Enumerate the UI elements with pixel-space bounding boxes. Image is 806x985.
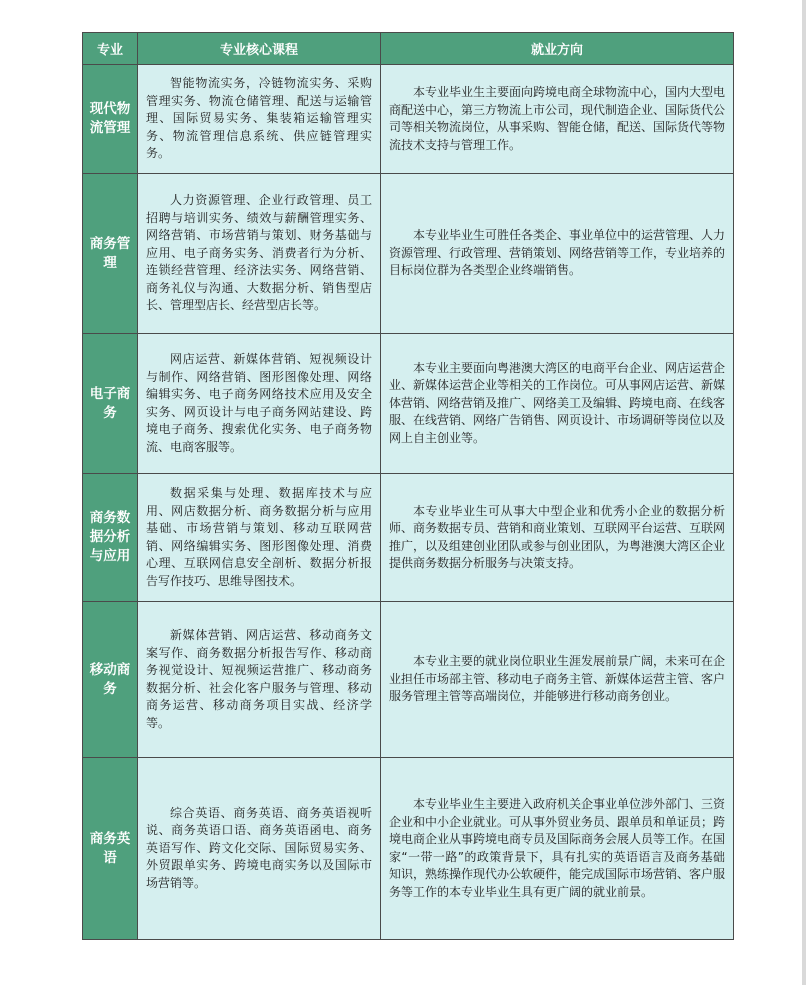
courses-text: 新媒体营销、网店运营、移动商务文案写作、商务数据分析报告写作、移动商务视觉设计、短视频运营推广、移动商务数据分析、社会化客户服务与管理、移动商务运营、移动商务项目实战、经济学等。: [146, 628, 372, 730]
major-name-cell: [83, 758, 138, 940]
courses-cell: [138, 602, 381, 758]
courses-text: 数据采集与处理、数据库技术与应用、网店数据分析、商务数据分析与应用基础、市场营销与策划、移动互联网营销、网络编辑实务、图形图像处理、消费心理、互联网信息安全剖析、数据分析报告写作技巧、思维导图技术。: [146, 486, 372, 588]
careers-text: 本专业毕业生主要面向跨境电商全球物流中心，国内大型电商配送中心，第三方物流上市公司，现代制造企业、国际货代公司等相关物流岗位，从事采购、智能仓储，配送、国际货代等物流技术支持与管理工作。: [389, 85, 726, 152]
careers-text: 本专业毕业生可从事大中型企业和优秀小企业的数据分析师、商务数据专员、营销和商业策划、互联网平台运营、互联网推广，以及组建创业团队或参与创业团队，为粤港澳大湾区企业提供商务数据分析服务与决策支持。: [389, 503, 726, 570]
table-row: [83, 474, 734, 602]
courses-text: 人力资源管理、企业行政管理、员工招聘与培训实务、绩效与薪酬管理实务、网络营销、市场营销与策划、财务基础与应用、电子商务实务、消费者行为分析、连锁经营管理、经济法实务、网络营销、商务礼仪与沟通、大数据分析、销售型店长、管理型店长、经营型店长等。: [146, 193, 372, 313]
courses-text: 智能物流实务，冷链物流实务、采购管理实务、物流仓储管理、配送与运输管理、国际贸易实务、集装箱运输管理实务、物流管理信息系统、供应链管理实务。: [146, 76, 372, 161]
courses-text: 网店运营、新媒体营销、短视频设计与制作、网络营销、图形图像处理、网络编辑实务、电子商务网络技术应用及安全实务、网页设计与电子商务网站建设、跨境电子商务、搜索优化实务、电子商务物流、电商客服等。: [146, 352, 372, 454]
header-courses: 专业核心课程: [138, 33, 381, 65]
careers-text: 本专业主要面向粤港澳大湾区的电商平台企业、网店运营企业、新媒体运营企业等相关的工作岗位。可从事网店运营、新媒体营销、网络营销及推广、网络美工及编辑、跨境电商、在线客服、在线营销、网络广告销售、网页设计、市场调研等岗位以及网上自主创业等。: [389, 360, 726, 445]
table-row: [83, 174, 734, 334]
major-name-cell: [83, 174, 138, 334]
majors-table: [82, 32, 734, 940]
major-name: 商务英语: [89, 830, 131, 866]
courses-cell: [138, 334, 381, 474]
table-row: [83, 602, 734, 758]
courses-text: 综合英语、商务英语、商务英语视听说、商务英语口语、商务英语函电、商务英语写作、跨文化交际、国际贸易实务、外贸跟单实务、跨境电商实务以及国际市场营销等。: [146, 805, 372, 890]
table-row: [83, 334, 734, 474]
courses-cell: [138, 65, 381, 174]
table-row: [83, 65, 734, 174]
careers-cell: [381, 65, 734, 174]
careers-text: 本专业毕业生可胜任各类企、事业单位中的运营管理、人力资源管理、行政管理、营销策划、网络营销等工作，专业培养的目标岗位群为各类型企业终端销售。: [389, 228, 726, 278]
careers-cell: [381, 602, 734, 758]
careers-cell: [381, 334, 734, 474]
courses-cell: [138, 174, 381, 334]
major-name: 商务数据分析与应用: [89, 510, 131, 564]
table-row: [83, 758, 734, 940]
careers-text: 本专业主要的就业岗位职业生涯发展前景广阔，未来可在企业担任市场部主管、移动电子商务主管、新媒体运营主管、客户服务管理主管等高端岗位，并能够进行移动商务创业。: [389, 654, 726, 704]
courses-cell: [138, 758, 381, 940]
major-name: 移动商务: [89, 661, 131, 697]
careers-cell: [381, 174, 734, 334]
header-careers: 就业方向: [381, 33, 734, 65]
major-name-cell: [83, 474, 138, 602]
careers-cell: [381, 474, 734, 602]
major-name-cell: [83, 65, 138, 174]
major-name-cell: [83, 602, 138, 758]
page-edge-strip: [802, 0, 806, 985]
major-name-cell: [83, 334, 138, 474]
courses-cell: [138, 474, 381, 602]
major-name: 现代物流管理: [89, 101, 131, 136]
careers-text: 本专业毕业生主要进入政府机关企事业单位涉外部门、三资企业和中小企业就业。可从事外贸业务员、跟单员和单证员；跨境电商企业从事跨境电商专员及国际商务会展人员等工作。在国家“一带一路”的政策背景下，具有扎实的英语语言及商务基础知识，熟练操作现代办公软硬件，能完成国际市场营销、客户服务等工作的本专业毕业生具有更广阔的就业前景。: [389, 797, 726, 899]
header-major: 专业: [83, 33, 138, 65]
careers-cell: [381, 758, 734, 940]
table-header-row: [83, 33, 734, 65]
major-name: 商务管理: [89, 235, 131, 271]
major-name: 电子商务: [89, 385, 131, 421]
